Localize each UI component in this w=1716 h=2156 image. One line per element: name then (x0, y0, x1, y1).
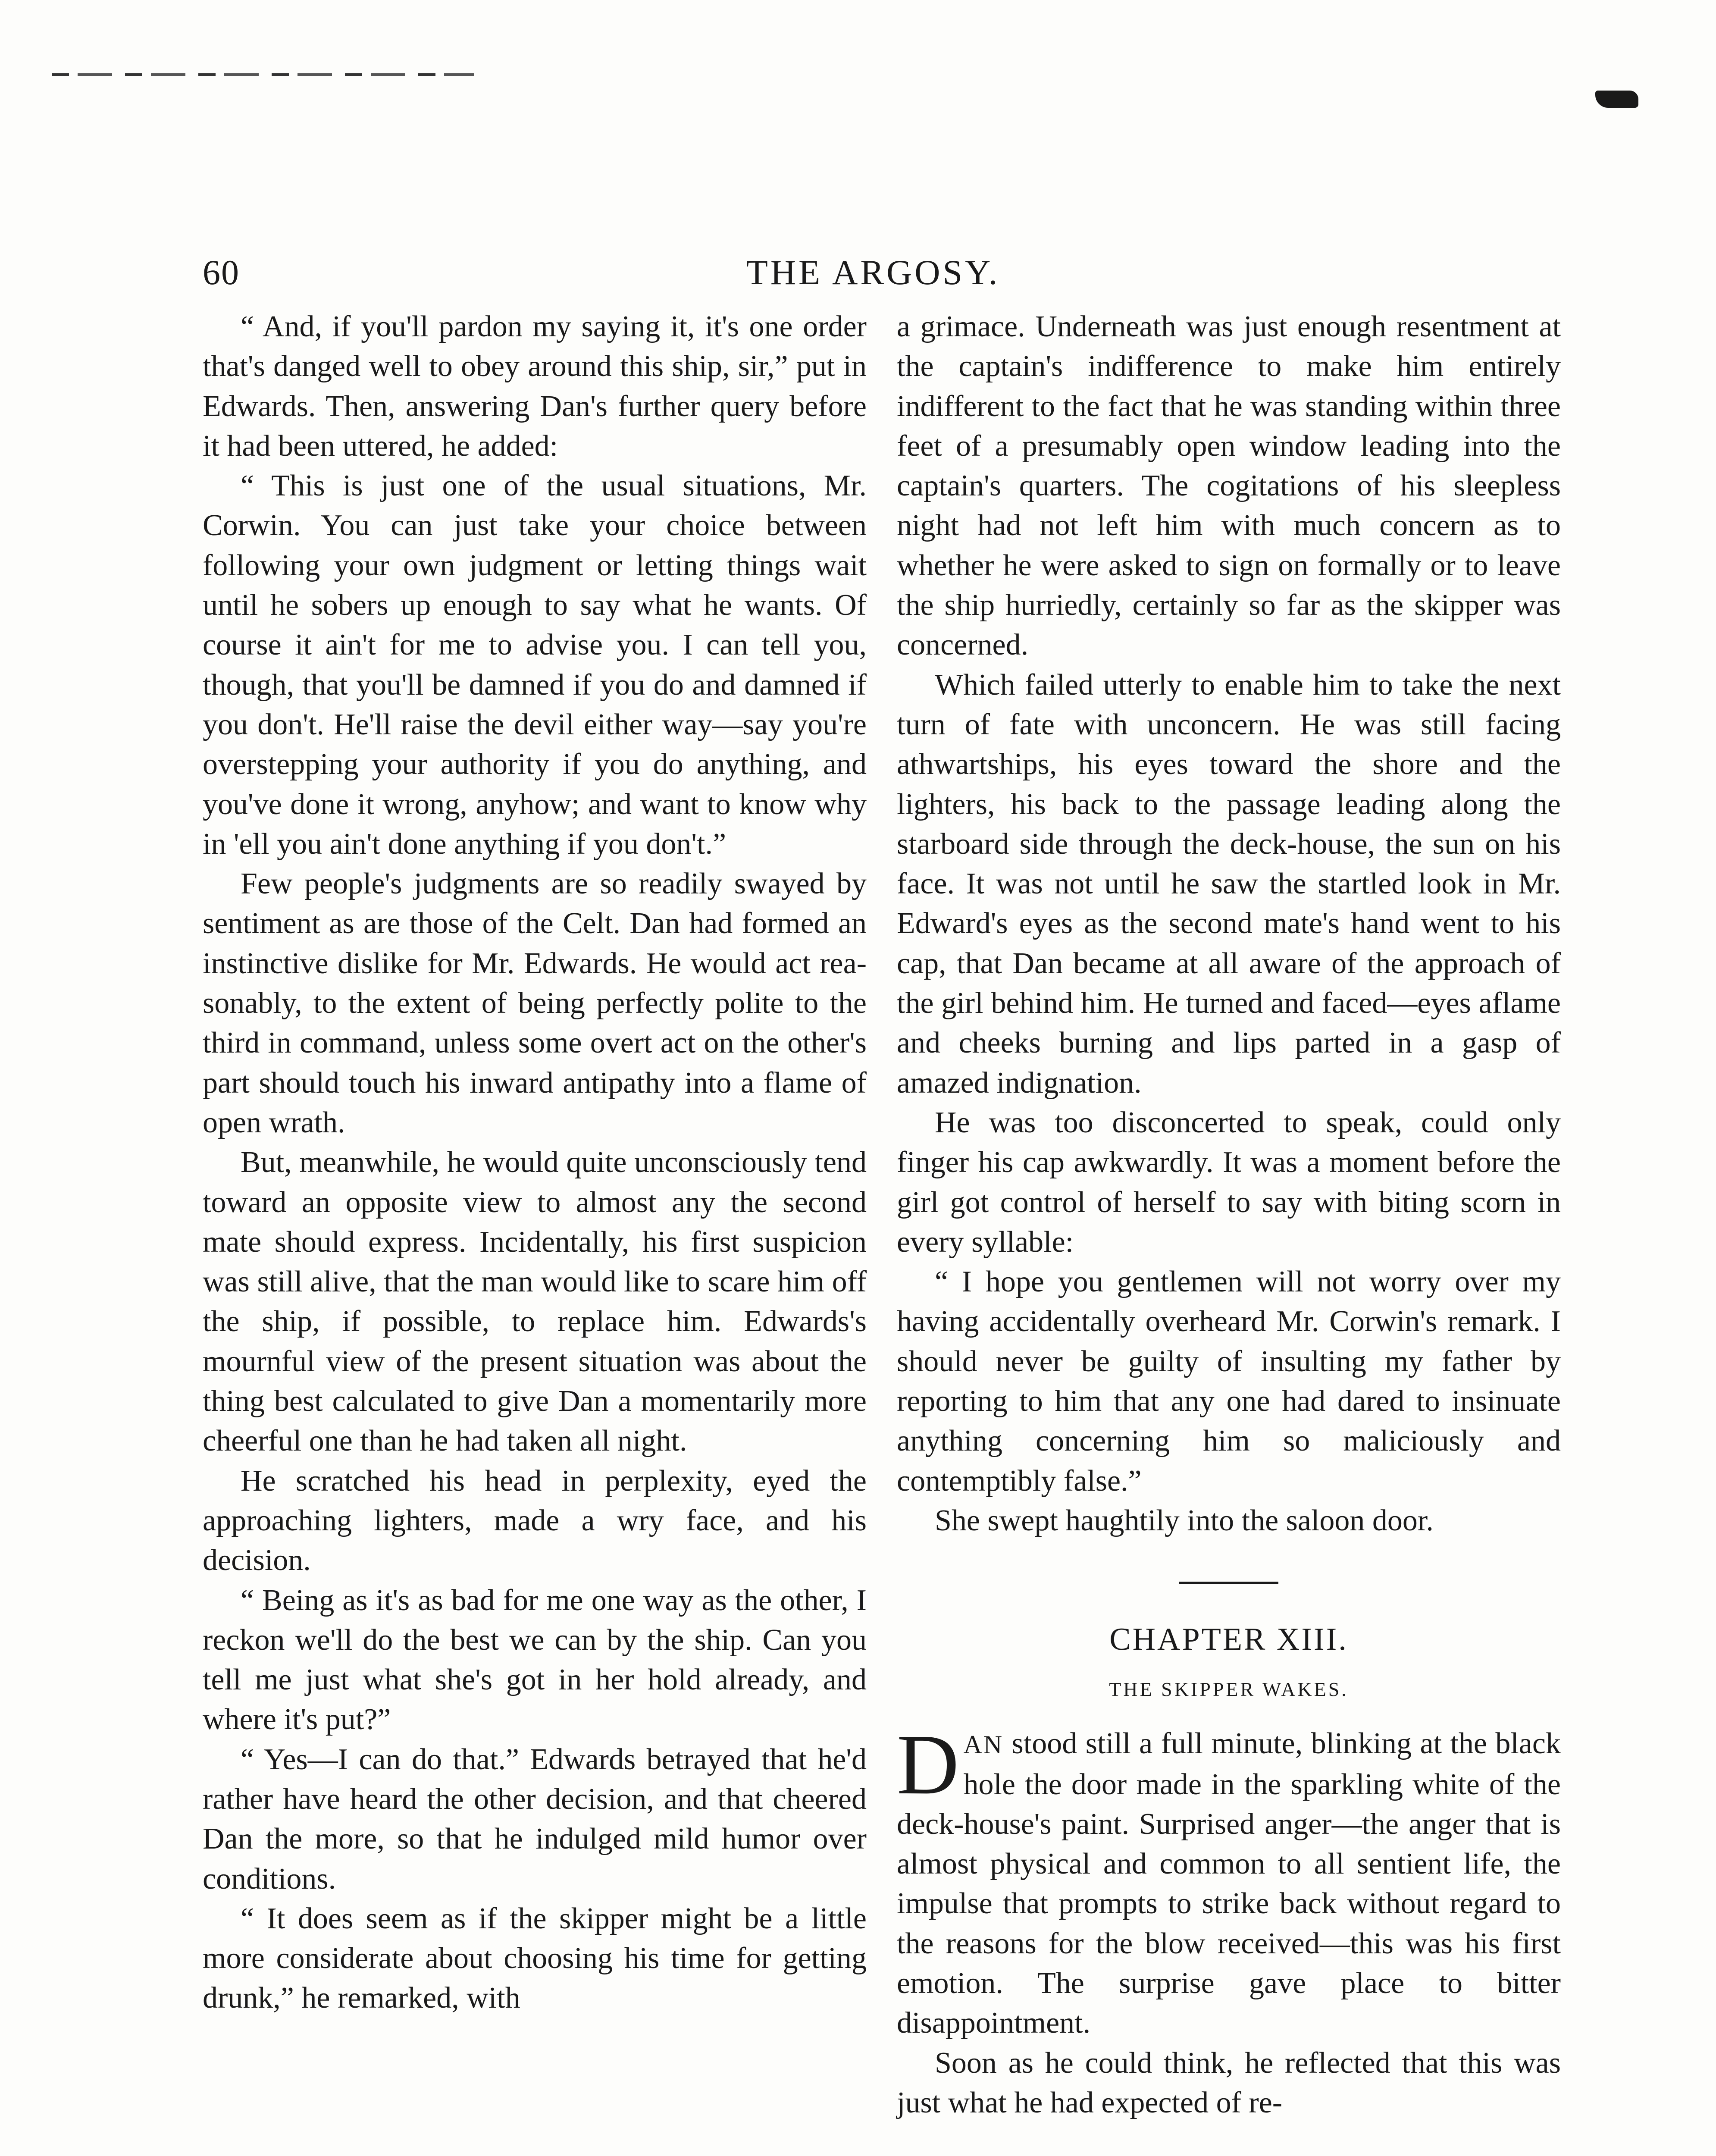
page-number: 60 (203, 253, 240, 292)
paragraph: a grimace. Underneath was just enough resentment at the captain's indifference to make him entirely indifferent to the fact that he was standing within three feet of a presumably open window leading into the captain's quarters. The cogitations of his sleepless night had not left him with much concern as to whether he were asked to sign on formally or to leave the ship hurriedly, certainly so far as the skipper was concerned. (897, 310, 1561, 662)
scan-artifact-mark (52, 73, 474, 76)
paragraph: Soon as he could think, he reflected that this was just what he had expected of re- (897, 2046, 1561, 2119)
chapter-subtitle: THE SKIPPER WAKES. (1109, 1678, 1349, 1701)
paragraph: “ It does seem as if the skipper might be a little more considerate about choosing his time for getting drunk,” he remarked, with (203, 1902, 867, 2015)
left-column (203, 307, 867, 2018)
paragraph: Which failed utterly to enable him to take the next turn of fate with unconcern. He was still facing athwartships, his eyes toward the shore and the lighters, his back to the passage leading along the starboard side through the deck-house, the sun on his face. It was not until he saw the startled look in Mr. Edward's eyes as the second mate's hand went to his cap, that Dan became at all aware of the approach of the girl behind him. He turned and faced—eyes aflame and cheeks burning and lips parted in a gasp of amazed indignation. (897, 668, 1561, 1100)
paragraph: She swept haughtily into the saloon door. (935, 1504, 1434, 1537)
paragraph: But, meanwhile, he would quite unconsciously tend toward an opposite view to almost any the second mate should express. Incidentally, his first suspicion was still alive, that the man would like to scare him off the ship, if possible, to replace him. Edwards's mournful view of the present situation was about the thing best calculated to give Dan a momentarily more cheerful one than he had taken all night. (203, 1146, 867, 1458)
right-column (897, 307, 1561, 2123)
scan-corner-mark (1595, 91, 1638, 108)
page-header (203, 252, 1544, 300)
small-caps-lead: AN (963, 1730, 1004, 1759)
paragraph: “ And, if you'll pardon my saying it, it's one order that's danged well to obey around this ship, sir,” put in Edwards. Then, answering Dan's further query before it had been uttered, he added: (203, 310, 867, 463)
running-title: THE ARGOSY. (746, 253, 1000, 292)
chapter-opening-paragraph (897, 1717, 1561, 2043)
paragraph: “ This is just one of the usual situations, Mr. Corwin. You can just take your choice between following your own judgment or letting things wait until he sobers up enough to say what he wants. Of course it ain't for me to advise you. I can tell you, though, that you'll be damned if you do and damned if you don't. He'll raise the devil either way—say you're overstepping your authority if you do anything, and you've done it wrong, anyhow; and want to know why in 'ell you ain't done anything if you don't.” (203, 469, 867, 861)
section-divider (1179, 1582, 1278, 1584)
paragraph: Few people's judgments are so readily swayed by sentiment as are those of the Celt. Dan had formed an instinctive dislike for Mr. Edwards. He would act reasonably, to the extent of being perfectly polite to the third in command, unless some overt act on the other's part should touch his inward antipathy into a flame of open wrath. (203, 867, 867, 1139)
paragraph: “ Being as it's as bad for me one way as the other, I reckon we'll do the best we can by the ship. Can you tell me just what she's got in her hold already, and where it's put?” (203, 1583, 867, 1736)
drop-cap: D (897, 1717, 959, 1813)
paragraph: He was too disconcerted to speak, could only finger his cap awkwardly. It was a moment before the girl got control of herself to say with biting scorn in every syllable: (897, 1106, 1561, 1259)
chapter-opening-text: stood still a full minute, blinking at the black hole the door made in the sparkling white of the deck-house's paint. Surprised anger—the anger that is almost physical and common to all sentient life, the impulse that prompts to strike back without regard to the reasons for the blow received—this was his first emotion. The surprise gave place to bitter disappointment. (897, 1727, 1561, 2040)
paragraph: “ I hope you gentlemen will not worry over my having accidentally overheard Mr. Corwin's remark. I should never be guilty of insulting my father by reporting to him that any one had dared to insinuate anything concerning him so maliciously and contemptibly false.” (897, 1265, 1561, 1498)
paragraph: “ Yes—I can do that.” Edwards betrayed that he'd rather have heard the other decision, and that cheered Dan the more, so that he indulged mild humor over conditions. (203, 1742, 867, 1896)
paragraph: He scratched his head in perplexity, eyed the approaching lighters, made a wry face, and his decision. (203, 1464, 867, 1577)
chapter-title: CHAPTER XIII. (1109, 1622, 1348, 1658)
